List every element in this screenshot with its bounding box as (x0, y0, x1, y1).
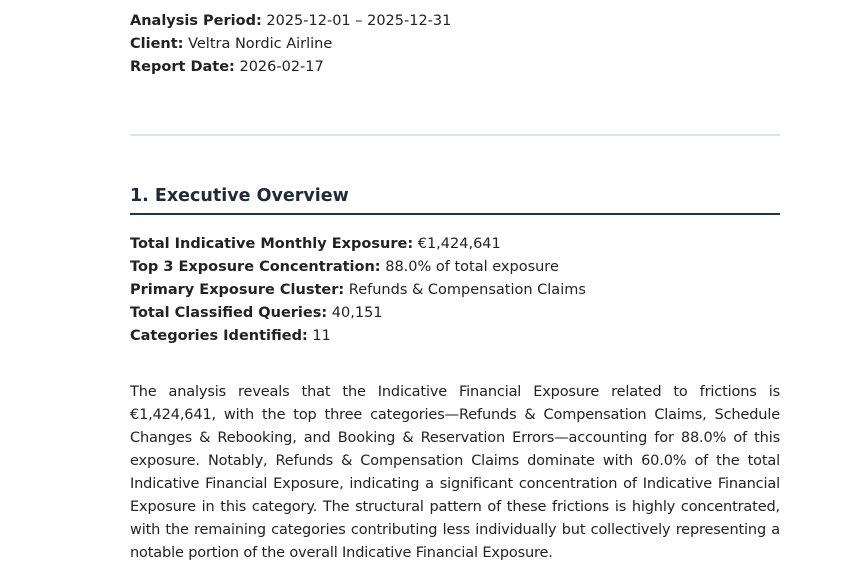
section-divider (130, 134, 780, 136)
kpi-value: €1,424,641 (417, 236, 501, 252)
kpi-label: Top 3 Exposure Concentration: (130, 259, 381, 275)
kpi-total-exposure (130, 233, 780, 256)
report-date-value: 2026-02-17 (239, 59, 324, 75)
kpi-total-queries (130, 302, 780, 325)
kpi-label: Total Classified Queries: (130, 305, 328, 321)
report-metadata (130, 10, 780, 79)
client-line (130, 33, 780, 56)
report-date-line (130, 56, 780, 79)
kpi-list (130, 233, 780, 348)
kpi-value: 88.0% of total exposure (385, 259, 559, 275)
client-value: Veltra Nordic Airline (188, 36, 333, 52)
overview-paragraph: The analysis reveals that the Indicative Financial Exposure related to frictions is €1,424,641, with the top three categories—Refunds & Compensation Claims, Schedule Changes & Rebooking, and Booking & Reservation Errors—accounting for 88.0% of this exposure. Notably, Refunds & Compensation Claims dominate with 60.0% of the total Indicative Financial Exposure, indicating a significant concentration of Indicative Financial Exposure in this category. The structural pattern of these frictions is highly concentrated, with the remaining categories contributing less individually but collectively representing a notable portion of the overall Indicative Financial Exposure. (130, 383, 780, 561)
kpi-top3-concentration (130, 256, 780, 279)
kpi-label: Primary Exposure Cluster: (130, 282, 345, 298)
kpi-label: Categories Identified: (130, 328, 308, 344)
client-label: Client: (130, 36, 184, 52)
analysis-period-value: 2025-12-01 – 2025-12-31 (266, 13, 452, 29)
kpi-label: Total Indicative Monthly Exposure: (130, 236, 414, 252)
section-heading-rule (130, 213, 780, 215)
report-date-label: Report Date: (130, 59, 235, 75)
analysis-period-label: Analysis Period: (130, 13, 262, 29)
kpi-value: Refunds & Compensation Claims (348, 282, 586, 298)
kpi-primary-cluster (130, 279, 780, 302)
kpi-value: 11 (312, 328, 331, 344)
kpi-value: 40,151 (331, 305, 383, 321)
kpi-categories (130, 325, 780, 348)
analysis-period-line (130, 10, 780, 33)
section-heading: 1. Executive Overview (130, 186, 349, 206)
